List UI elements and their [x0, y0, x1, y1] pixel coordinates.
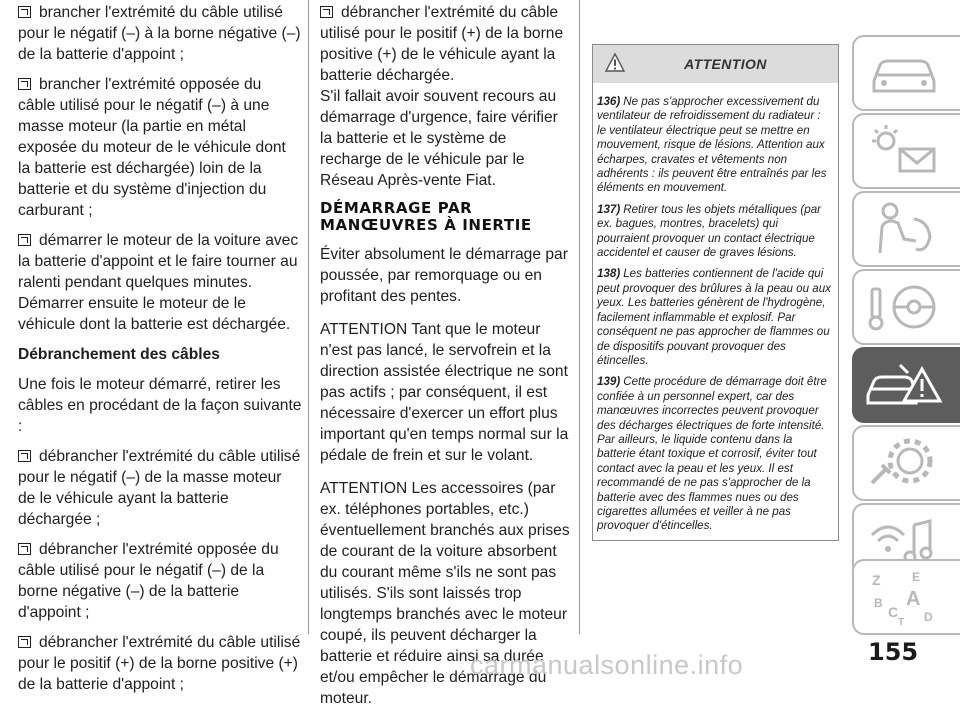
- list-item: 139) Cette procédure de démarrage doit être confiée à un personnel expert, car des manœuvres incorrectes peuvent provoquer des décharges électriques de forte intensité. Par ailleurs, le liquide contenu dans la batterie étant toxique et corrosif, éviter tout contact avec la peau et les yeux. Il est recommandé de ne pas s'approcher de la batterie avec des flammes nues ou des cigarettes allumées et veiller à ne pas provoquer d'étincelles.: [597, 375, 827, 533]
- checkbox-bullet-icon: [320, 6, 333, 18]
- list-item: 136) Ne pas s'approcher excessivement du ventilateur de refroidissement du radiateur : le ventilateur électrique peut se mettre en mouvement, risque de lésions. Attention aux écharpes, cravates et vêtements non adhérents : ils peuvent être entraînés par les éléments en mouvement.: [597, 95, 827, 195]
- list-item: débrancher l'extrémité du câble utilisé pour le positif (+) de la borne positive (+) de le véhicule ayant la batterie déchargée.: [320, 4, 564, 84]
- index-letter: D: [924, 610, 933, 624]
- chapter-sidebar: [852, 35, 960, 635]
- list-item: brancher l'extrémité du câble utilisé pour le négatif (–) à la borne négative (–) de la batterie d'appoint ;: [18, 4, 301, 63]
- page-number: 155: [868, 638, 919, 666]
- attention-header: [593, 45, 838, 83]
- checkbox-bullet-icon: [18, 636, 31, 648]
- paragraph: ATTENTION Les accessoires (par ex. téléphones portables, etc.) éventuellement branchés aux prises de courant de la voiture absorbent du courant même s'ils ne sont pas utilisés. S'ils sont laissés trop longtemps branchés avec le moteur coupé, ils peuvent décharger la batterie et réduire ainsi sa durée et/ou empêcher le démarrage du moteur.: [320, 480, 570, 707]
- list-item: brancher l'extrémité opposée du câble utilisé pour le négatif (–) à une masse moteur (la partie en métal exposée du moteur de le véhicule dont la batterie est déchargée) loin de la batterie et du système d'injection du carburant ;: [18, 76, 286, 219]
- checkbox-bullet-icon: [18, 450, 31, 462]
- list-item: débrancher l'extrémité du câble utilisé pour le positif (+) de la borne positive (+) de la batterie d'appoint ;: [18, 634, 301, 693]
- warning-light-icon: [864, 121, 944, 181]
- tab-maintenance[interactable]: [852, 425, 960, 501]
- index-letter: T: [898, 617, 905, 628]
- index-letter: E: [912, 570, 921, 584]
- index-letter: C: [888, 604, 899, 620]
- checkbox-bullet-icon: [18, 234, 31, 246]
- maintenance-gear-icon: [864, 433, 944, 493]
- tab-starting-driving[interactable]: [852, 269, 960, 345]
- index-letter: B: [874, 596, 883, 610]
- seatbelt-airbag-icon: [864, 199, 944, 259]
- emergency-car-icon: [864, 355, 944, 415]
- index-letter: A: [906, 588, 921, 610]
- list-item: 137) Retirer tous les objets métalliques (par ex. bagues, montres, bracelets) qui pourraient provoquer un contact électrique accidentel et causer de graves lésions.: [597, 202, 822, 260]
- index-letter: Z: [872, 572, 881, 588]
- tab-safety[interactable]: [852, 191, 960, 267]
- tab-index[interactable]: [852, 559, 960, 635]
- attention-box: [592, 44, 839, 541]
- column-divider: [579, 0, 580, 634]
- list-item: démarrer le moteur de la voiture avec la batterie d'appoint et le faire tourner au ralenti pendant quelques minutes. Démarrer ensuite le moteur de le véhicule dont la batterie est déchargée.: [18, 232, 299, 333]
- watermark: carmanualsonline.info: [470, 650, 744, 680]
- paragraph: ATTENTION Tant que le moteur n'est pas lancé, le servofrein et la direction assistée électrique ne sont pas actifs ; par conséquent, il est nécessaire d'exercer un effort plus important qu'en temps normal sur la pédale de frein et sur le volant.: [320, 321, 569, 464]
- checkbox-bullet-icon: [18, 78, 31, 90]
- section-heading: Débranchement des câbles: [18, 346, 220, 363]
- paragraph: Éviter absolument le démarrage par poussée, par remorquage ou en profitant des pentes.: [320, 246, 568, 305]
- attention-body: [593, 83, 838, 534]
- checkbox-bullet-icon: [18, 543, 31, 555]
- car-icon: [864, 43, 944, 103]
- paragraph: S'il fallait avoir souvent recours au démarrage d'urgence, faire vérifier la batterie et le système de recharge de le véhicule par le Réseau Après-vente Fiat.: [320, 88, 558, 189]
- list-item: débrancher l'extrémité du câble utilisé pour le négatif (–) de la masse moteur de le véhicule ayant la batterie déchargée ;: [18, 448, 301, 528]
- checkbox-bullet-icon: [18, 6, 31, 18]
- tab-emergency[interactable]: [852, 347, 960, 423]
- attention-title: ATTENTION: [684, 56, 767, 72]
- text-column-left: [18, 2, 302, 704]
- paragraph: Une fois le moteur démarré, retirer les câbles en procédant de la façon suivante :: [18, 376, 302, 435]
- alphabetical-index-icon: [864, 567, 944, 627]
- list-item: débrancher l'extrémité opposée du câble utilisé pour le négatif (–) de la borne négative (–) de la batterie d'appoint ;: [18, 541, 279, 621]
- text-column-middle: [320, 2, 572, 718]
- column-divider: [308, 0, 309, 634]
- tab-dashboard[interactable]: [852, 113, 960, 189]
- section-heading: DÉMARRAGE PAR MANŒUVRES À INERTIE: [320, 199, 532, 234]
- tab-vehicle[interactable]: [852, 35, 960, 111]
- list-item: 138) Les batteries contiennent de l'acide qui peut provoquer des brûlures à la peau ou aux yeux. Les batteries génèrent de l'hydrogène, facilement inflammable et explosif. Par conséquent ne pas approcher de flammes ou de dispositifs pouvant provoquer des étincelles.: [597, 267, 831, 367]
- key-steering-wheel-icon: [864, 277, 944, 337]
